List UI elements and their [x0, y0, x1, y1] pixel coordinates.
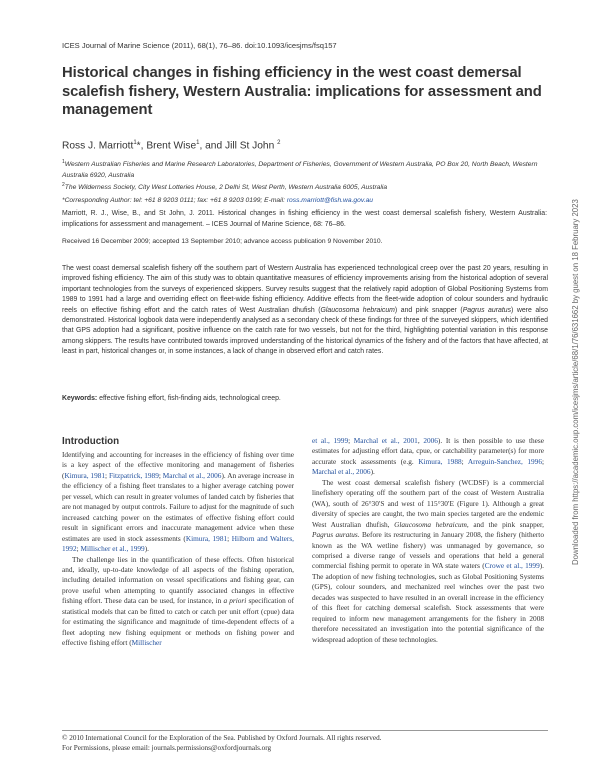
recommended-citation: Marriott, R. J., Wise, B., and St John, J. 2011. Historical changes in fishing efficiency in the west coast demersal scalefish fishery, Western Australia: implications for assessment and management. – ICES Journal of Marine Science, 68: 76–86. — [62, 210, 547, 228]
reference-link[interactable]: Kimura, 1981 — [185, 533, 228, 543]
body-text: , and the pink snapper, — [466, 519, 544, 529]
species-name: Pagrus auratus — [462, 306, 512, 314]
permissions-line: For Permissions, please email: journals.permissions@oxfordjournals.org — [62, 744, 272, 753]
copyright-footer — [62, 733, 381, 754]
species-name: Glaucosoma hebraicum — [320, 306, 395, 314]
body-text: ; — [348, 436, 354, 445]
abstract-text: ) and pink snapper ( — [394, 306, 463, 314]
affiliation-number: 2 — [62, 182, 65, 188]
affiliation-text: Western Australian Fisheries and Marine Research Laboratories, Department of Fisheries, Government of Western Australia, PO Box 20, North Beach, Western Australia 6920, Australia — [62, 161, 538, 179]
body-text: ). The adoption of new fishing technologies, such as Global Positioning Systems (GPS), colour sounders, and mechanized reel winches over the past two decades was suspected to have resulted in an overall increase in the efficiency of this fleet for catching demersal scalefish. Stock assessments that were required to inform new management arrangements for the fishery in 2008 therefore necessitated an investigation into the potential significance of the widespread adoption of these technologies. — [312, 561, 544, 644]
body-text: ; — [105, 470, 109, 480]
corresponding-author-contact: *Corresponding Author: tel: +61 8 9203 0111; fax: +61 8 9203 0199; E-mail: — [62, 197, 287, 204]
body-text: ). An average increase in the efficiency of a fishing fleet translates to a higher average catching power per vessel, which can result in greater volumes of landed catch by fisheries that are not managed by output controls. Failure to adjust for the magnitude of such increased catching power on the estimates of effective fishing effort could result in significant errors and inaccurate management advice when these estimates are used in stock assessments ( — [62, 470, 294, 543]
body-text: ; — [158, 470, 163, 480]
paragraph — [312, 478, 544, 645]
body-text: ). — [370, 467, 375, 477]
body-text: ; — [541, 456, 545, 466]
author-affiliation-mark: 1 — [133, 140, 137, 146]
body-text: ; — [461, 456, 468, 466]
body-text: ; — [227, 533, 232, 543]
reference-link[interactable]: Millischer — [131, 638, 162, 648]
reference-link[interactable]: Hilborn and Walters, 1992 — [62, 533, 294, 554]
reference-link[interactable]: Fitzpatrick, 1989 — [108, 470, 159, 480]
author-name: Brent Wise — [146, 140, 197, 152]
reference-link[interactable]: Marchal et al., 2001 — [353, 436, 418, 445]
body-text: Identifying and accounting for increases in the efficiency of fishing over time is a key aspect of the effective monitoring and management of fisheries ( — [62, 450, 294, 480]
article-title: Historical changes in fishing efficiency in the west coast demersal scalefish fishery, Western Australia: implications for assessment and management — [62, 65, 542, 118]
footer-divider — [62, 730, 548, 731]
keywords-label: Keywords: — [62, 395, 98, 402]
paragraph — [312, 436, 544, 478]
body-text: The challenge lies in the quantification of these effects. Often historical and, ideally, up-to-date knowledge of all aspects of the fishing operation, including detailed information on vessel specifications and fishing gear, can prove useful when attempting to quantify associated changes in effective fishing effort. These data can be used, for instance, in — [62, 554, 294, 606]
body-text: ). It is then possible to use these estimates for adjusting effort data, cpue, or catchability parameter(s) for more accurate stock assessments (e.g. — [312, 436, 544, 466]
abstract — [62, 264, 548, 358]
reference-link[interactable]: Crowe et al., 1999 — [484, 561, 540, 571]
reference-link[interactable]: Kimura, 1981 — [64, 470, 106, 480]
reference-link[interactable]: et al., 1999 — [312, 436, 349, 445]
body-text: ; — [76, 544, 81, 554]
abstract-text: The west coast demersal scalefish fishery off the southern part of Western Australia has experienced technological creep over the past 20 years, resulting in improved fishing efficiency. The aim of this study was to obtain quantitative measures of efficiency improvements arising from the historical adoption of several important technologies from the surveys of experienced skippers. Survey results suggest that the relatively rapid adoption of Global Positioning Systems from 1989 to 1991 had a large and overriding effect on fleet-wide fishing efficiency. Additive effects from the fleet-wide adoption of colour sounders and hydraulic reels on effective fishing effort and the catch rates of West Australian dhufish ( — [62, 265, 548, 314]
author-separator: , and — [199, 140, 225, 152]
author-name: Jill St John — [224, 140, 275, 152]
reference-link[interactable]: Kimura, 1988 — [418, 456, 462, 466]
author-affiliation-mark: 1 — [196, 140, 200, 146]
species-name: Glaucosoma hebraicum — [394, 519, 467, 529]
reference-link[interactable]: Millischer et al., 1999 — [80, 544, 145, 554]
affiliation-2 — [62, 180, 542, 194]
body-text: specification of statistical models that can be fitted to catch or catch per unit effort (cpue) data for estimating the significance and magnitude of time-dependent effects of a fleet adopting new fishing equipment or methods on fishing power and effective fishing effort ( — [62, 596, 294, 648]
reference-link[interactable]: Arreguin-Sanchez, 1996 — [467, 456, 542, 466]
keywords-text: effective fishing effort, fish-finding aids, technological creep. — [97, 395, 281, 402]
reference-link[interactable]: Marchal et al., 2006 — [162, 470, 222, 480]
journal-citation-header: ICES Journal of Marine Science (2011), 68(1), 76–86. doi:10.1093/icesjms/fsq157 — [62, 41, 337, 50]
copyright-line: © 2010 International Council for the Exploration of the Sea. Published by Oxford Journals. All rights reserved. — [62, 734, 382, 742]
corresponding-author — [62, 196, 542, 206]
body-text: The west coast demersal scalefish fishery (WCDSF) is a commercial linefishery operating off the southern part of the coast of Western Australia (WA), south of 26°30′S and west of 115°30′E (Figure 1). Although a great diversity of species are caught, the two main species targeted are the endemic West Australian dhufish, — [312, 477, 544, 529]
body-column-left — [62, 450, 294, 649]
reference-link[interactable]: Marchal et al., 2006 — [312, 467, 371, 477]
species-name: Pagrus auratus — [312, 530, 358, 540]
section-heading-introduction: Introduction — [62, 436, 120, 447]
affiliation-number: 1 — [62, 159, 65, 165]
body-text: , — [417, 436, 424, 445]
affiliation-text: The Wilderness Society, City West Lotteries House, 2 Delhi St, West Perth, Western Australia 6005, Australia — [64, 184, 388, 192]
download-watermark: Downloaded from https://academic.oup.com/icesjms/article/68/1/76/631662 by guest on 18 February 2023 — [571, 199, 580, 565]
author-name: Ross J. Marriott — [62, 140, 134, 152]
body-text: ). — [144, 544, 149, 554]
italic-term: a priori — [223, 596, 247, 606]
publication-history: Received 16 December 2009; accepted 13 September 2010; advance access publication 9 November 2010. — [62, 238, 383, 245]
author-affiliation-mark: 2 — [277, 140, 281, 146]
affiliation-1 — [62, 157, 542, 181]
reference-link[interactable]: 2006 — [423, 436, 438, 445]
author-list — [62, 140, 280, 151]
keywords — [62, 395, 281, 402]
author-separator: *, — [136, 140, 147, 152]
abstract-text: ) were also demonstrated. Historical logbook data were independently analysed as a secondary check of these findings for three of the surveyed skippers, which identified that GPS adoption had a significant, positive influence on the catch rate for two vessels, but not for the third, highlighting potential variation in this response among skippers. The results have contributed towards improved understanding of the historical dynamics of the fishery and of the factors that have affected, at least in part, historical changes or, in some instances, a lack of change in observed effort and catch rates. — [62, 306, 548, 356]
paragraph — [62, 450, 294, 555]
body-text: . Before its restructuring in January 2008, the fishery (hitherto known as the WA wetline fishery) was unmanaged by governance, so comprised a diverse range of vessels and operations that held a general commercial fishing permit to operate in WA state waters ( — [312, 530, 544, 571]
body-column-right — [312, 436, 544, 645]
paragraph — [62, 555, 294, 649]
corresponding-author-email[interactable]: ross.marriott@fish.wa.gov.au — [286, 197, 374, 204]
